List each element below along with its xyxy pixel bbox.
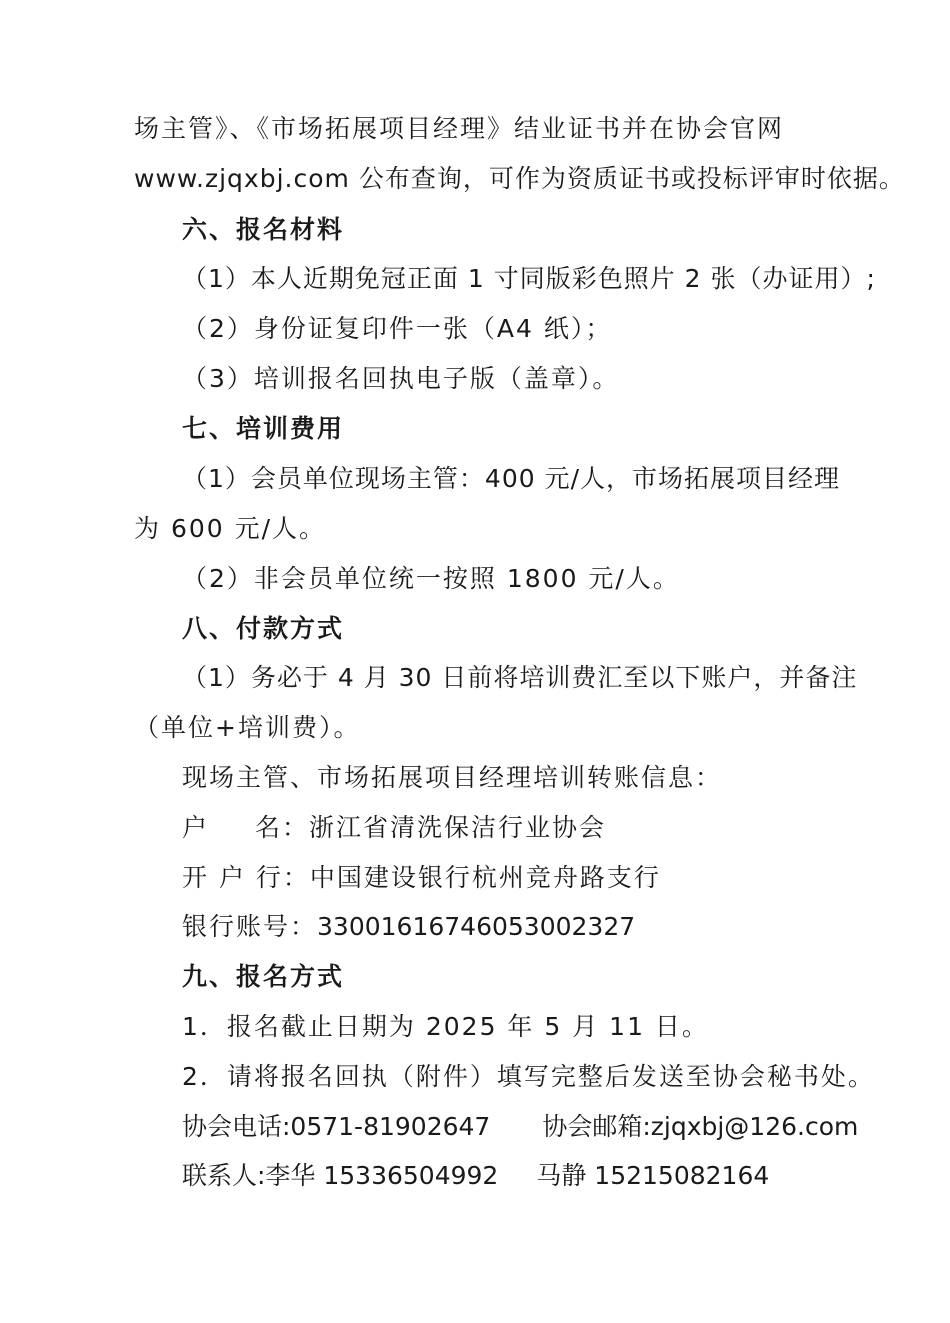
section-6-heading: 六、报名材料 [182,215,345,244]
bank-row [182,861,661,895]
contacts-row [182,1159,769,1193]
account-no-row [182,910,635,944]
section-7-item-1-line-2: 为 600 元/人。 [134,514,327,543]
transfer-info-label: 现场主管、市场拓展项目经理培训转账信息： [182,763,723,792]
bank-label: 开 户 行： [182,863,310,892]
account-name-label-b: 名： [255,813,310,842]
account-name-label-a: 户 [182,813,210,842]
section-8-item-1-line-1: （1）务必于 4 月 30 日前将培训费汇至以下账户，并备注 [182,663,858,692]
intro-line-1: 场主管》、《市场拓展项目经理》结业证书并在协会官网 [134,114,785,143]
section-9-item-2: 2．请将报名回执（附件）填写完整后发送至协会秘书处。 [182,1062,875,1091]
account-name-row [182,811,606,845]
section-7-heading: 七、培训费用 [182,414,345,443]
section-8-heading: 八、付款方式 [182,614,345,643]
association-phone: 协会电话:0571-81902647 [182,1112,491,1141]
section-7-item-1-line-1: （1）会员单位现场主管：400 元/人，市场拓展项目经理 [182,464,840,493]
phone-email-row [182,1110,858,1144]
account-no-label: 银行账号： [182,912,318,941]
section-6-item-1: （1）本人近期免冠正面 1 寸同版彩色照片 2 张（办证用）; [182,264,876,293]
section-9-heading: 九、报名方式 [182,962,345,991]
contact-2: 马静 15215082164 [536,1161,770,1190]
contact-1: 联系人:李华 15336504992 [182,1161,499,1190]
section-9-item-1: 1．报名截止日期为 2025 年 5 月 11 日。 [182,1012,709,1041]
section-6-item-2: （2）身份证复印件一张（A4 纸）； [182,314,613,343]
account-name-value: 浙江省清洗保洁行业协会 [309,813,607,842]
section-6-item-3: （3）培训报名回执电子版（盖章）。 [182,364,620,393]
section-8-item-1-line-2: （单位+培训费）。 [134,713,361,742]
intro-line-2: www.zjqxbj.com 公布查询，可作为资质证书或投标评审时依据。 [134,164,905,193]
account-no-value: 33001616746053002327 [317,912,636,941]
section-7-item-2: （2）非会员单位统一按照 1800 元/人。 [182,564,680,593]
bank-value: 中国建设银行杭州竞舟路支行 [309,863,661,892]
association-email: 协会邮箱:zjqxbj@126.com [542,1112,859,1141]
